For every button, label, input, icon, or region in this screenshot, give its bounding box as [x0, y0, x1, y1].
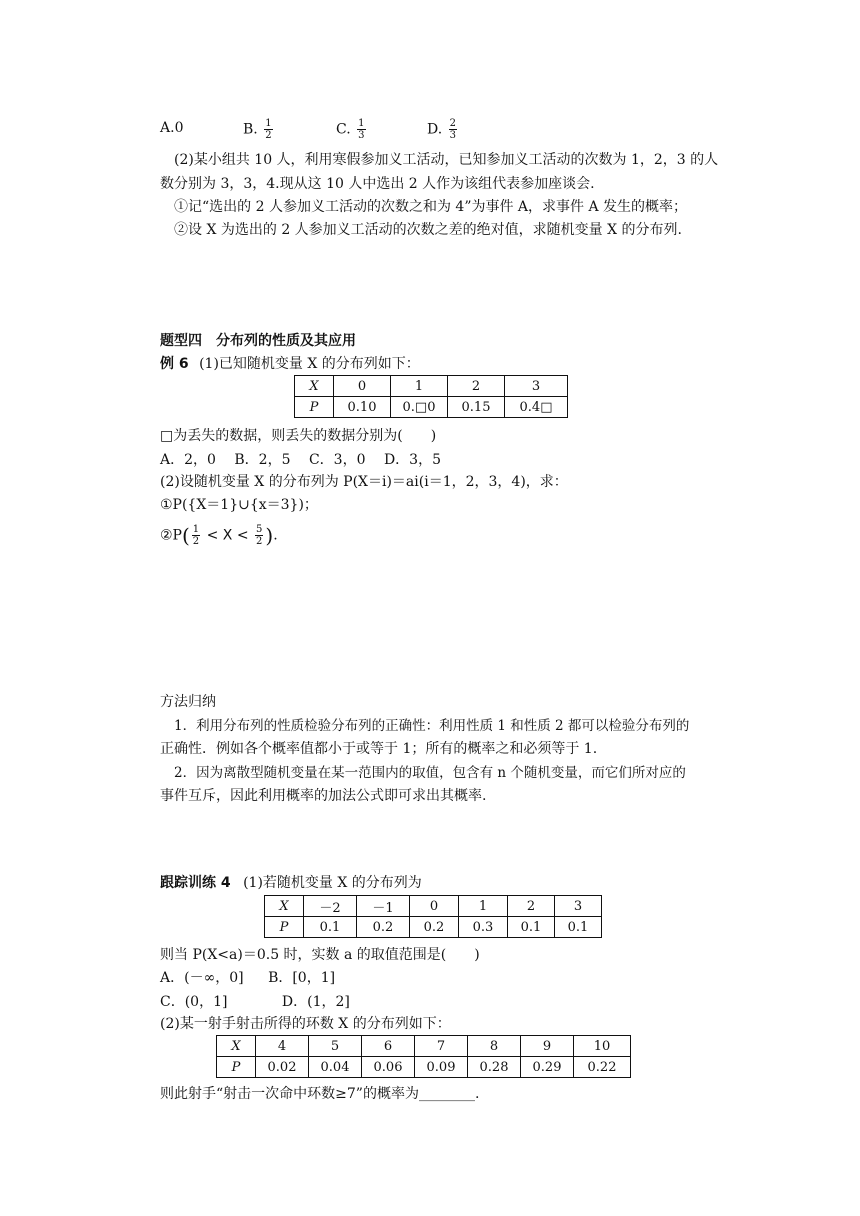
table-row: X 4 5 6 7 8 9 10 — [217, 1036, 631, 1057]
training-4-condition: 则当 P(X<a)＝0.5 时，实数 a 的取值范围是( ) — [160, 947, 480, 963]
training-4-part-2: (2)某一射手射击所得的环数 X 的分布列如下： — [160, 1016, 451, 1032]
training-4-choices-ab: A．(－∞，0] B．[0，1] — [160, 970, 336, 986]
table-row: P 0.02 0.04 0.06 0.09 0.28 0.29 0.22 — [217, 1057, 631, 1078]
method-p1-line-2: 正确性．例如各个概率值都小于或等于 1；所有的概率之和必须等于 1. — [160, 741, 598, 757]
example-6-table — [294, 375, 568, 418]
training-4-choices-cd: C．(0，1] D．(1，2] — [160, 994, 350, 1010]
missing-data-line: □为丢失的数据，则丢失的数据分别为( ) — [160, 428, 437, 444]
training-label: 跟踪训练 4 — [160, 875, 231, 891]
sub-question-2: ②P( $\frac{1}{2}$ < X < $\frac{5}{2}$ ). — [160, 523, 278, 548]
option-d: D. $\frac{2}{3}$ — [427, 118, 457, 141]
section-title: 题型四 分布列的性质及其应用 — [160, 333, 356, 349]
q2-line-4: ②设 X 为选出的 2 人参加义工活动的次数之差的绝对值，求随机变量 X 的分布列. — [174, 222, 682, 238]
option-b: B. $\frac{1}{2}$ — [243, 118, 272, 141]
table-row: P 0.1 0.2 0.2 0.3 0.1 0.1 — [265, 917, 602, 938]
example-6-intro — [160, 354, 420, 374]
q2-line-1: (2)某小组共 10 人，利用寒假参加义工活动，已知参加义工活动的次数为 1，2，3 的人 — [174, 152, 719, 168]
option-c: C. $\frac{1}{3}$ — [336, 118, 365, 141]
method-p2-line-1: 2．因为离散型随机变量在某一范围内的取值，包含有 n 个随机变量，而它们所对应的 — [174, 765, 686, 781]
option-a: A.0 — [160, 120, 184, 136]
training-4-intro — [160, 873, 422, 893]
training-4-table-2 — [216, 1035, 631, 1078]
training-4-table-1 — [264, 895, 602, 938]
table-row: X －2 －1 0 1 2 3 — [265, 896, 602, 917]
q2-line-2: 数分别为 3，3，4.现从这 10 人中选出 2 人作为该组代表参加座谈会. — [160, 176, 595, 192]
method-title: 方法归纳 — [160, 694, 216, 710]
training-4-final: 则此射手“射击一次命中环数≥7”的概率为________. — [160, 1086, 480, 1102]
table-row: X 0 1 2 3 — [295, 376, 568, 397]
method-p1-line-1: 1．利用分布列的性质检验分布列的正确性：利用性质 1 和性质 2 都可以检验分布列的 — [174, 718, 690, 734]
table-row: P 0.10 0.□0 0.15 0.4□ — [295, 397, 568, 418]
example-6-choices: A．2，0 B．2，5 C．3，0 D．3，5 — [160, 452, 441, 468]
method-p2-line-2: 事件互斥，因此利用概率的加法公式即可求出其概率. — [160, 788, 487, 804]
example-label: 例 6 — [160, 356, 189, 372]
sub-question-1: ①P({X＝1}∪{x＝3})； — [160, 497, 318, 513]
example-6-part-2: (2)设随机变量 X 的分布列为 P(X＝i)＝ai(i＝1，2，3，4)，求： — [160, 474, 568, 490]
example-text: (1)已知随机变量 X 的分布列如下： — [199, 356, 420, 372]
q2-line-3: ①记“选出的 2 人参加义工活动的次数之和为 4”为事件 A，求事件 A 发生的概率； — [174, 199, 688, 215]
training-text: (1)若随机变量 X 的分布列为 — [243, 875, 422, 891]
